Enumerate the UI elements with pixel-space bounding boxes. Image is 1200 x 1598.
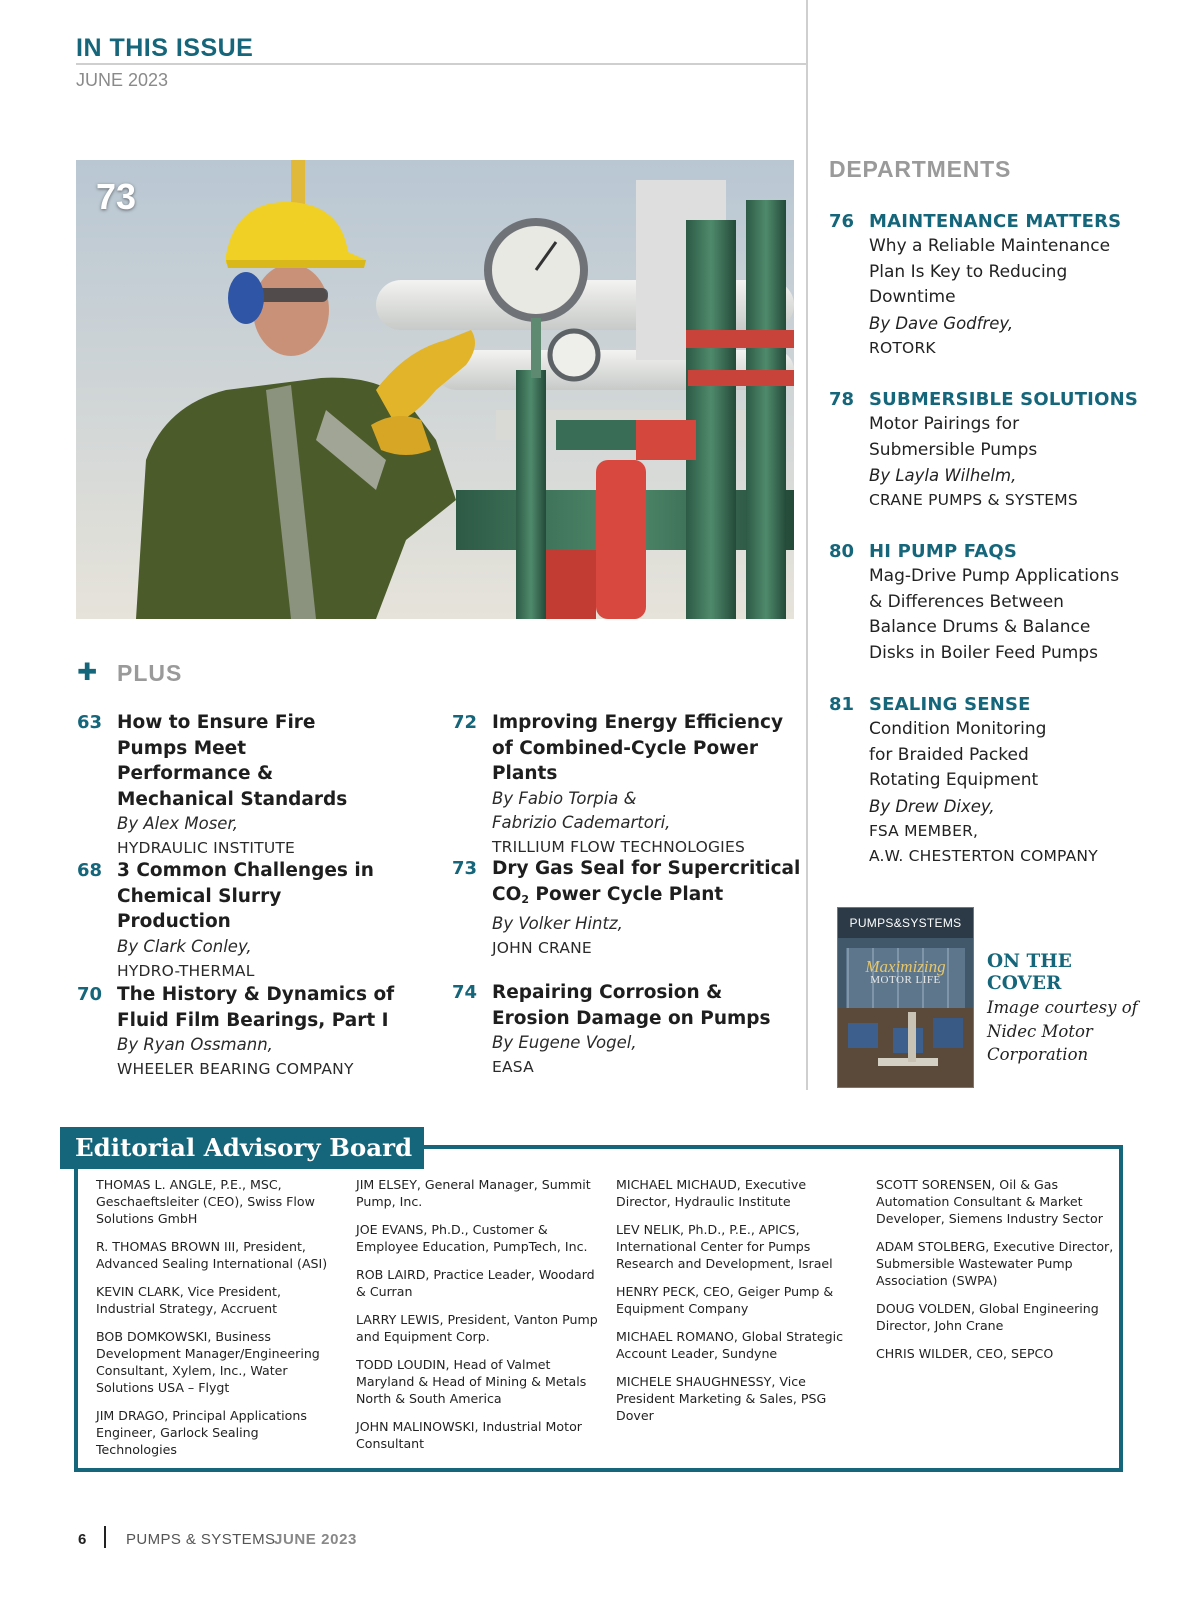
departments-heading: DEPARTMENTS — [829, 156, 1012, 182]
cover-label: ON THE COVER — [987, 951, 1072, 994]
cover-thumbnail[interactable] — [838, 908, 973, 1087]
article-byline: By Clark Conley, — [117, 936, 252, 956]
department-description: Condition Monitoring for Braided Packed Rotating Equipment — [869, 719, 1047, 790]
article-title[interactable] — [492, 856, 812, 912]
department-page-number: 76 — [829, 211, 855, 232]
department-organization: FSA MEMBER, — [869, 821, 979, 840]
department-page-number: 81 — [829, 694, 855, 715]
board-column — [616, 1176, 861, 1435]
department-label[interactable]: MAINTENANCE MATTERS — [869, 211, 1122, 232]
article-title[interactable]: Repairing Corrosion & Erosion Damage on Pumps — [492, 982, 771, 1029]
plus-heading: PLUS — [117, 660, 183, 686]
article-organization: EASA — [492, 1058, 534, 1076]
footer-page-number: 6 — [78, 1531, 87, 1548]
board-member: CHRIS WILDER, CEO, SEPCO — [876, 1346, 1054, 1361]
cover-subheadline: MOTOR LIFE — [870, 974, 941, 986]
article-organization: JOHN CRANE — [492, 939, 592, 957]
board-member: R. THOMAS BROWN III, President, Advanced Sealing International (ASI) — [96, 1239, 328, 1271]
department-label[interactable]: SUBMERSIBLE SOLUTIONS — [869, 389, 1138, 410]
board-member: SCOTT SORENSEN, Oil & Gas Automation Consultant & Market Developer, Siemens Industry Sector — [876, 1177, 1103, 1226]
department-description: Motor Pairings for Submersible Pumps — [869, 414, 1038, 460]
board-member: MICHAEL MICHAUD, Executive Director, Hydraulic Institute — [616, 1177, 807, 1209]
board-member: LEV NELIK, Ph.D., P.E., APICS, International Center for Pumps Research and Development, Israel — [616, 1222, 833, 1271]
footer-divider — [104, 1526, 106, 1548]
department-page-number: 78 — [829, 389, 855, 410]
article-organization: HYDRAULIC INSTITUTE — [117, 839, 296, 857]
article-byline: By Eugene Vogel, — [492, 1033, 637, 1052]
article-byline: By Volker Hintz, — [492, 914, 623, 933]
header-divider — [76, 63, 806, 65]
article-page-number: 70 — [77, 984, 103, 1005]
department-description: Why a Reliable Maintenance Plan Is Key to Reducing Downtime — [869, 236, 1111, 307]
board-member: THOMAS L. ANGLE, P.E., MSC, Geschaeftsleiter (CEO), Swiss Flow Solutions GmbH — [96, 1177, 315, 1226]
article-byline: By Alex Moser, — [117, 814, 238, 833]
board-member: JOHN MALINOWSKI, Industrial Motor Consultant — [356, 1419, 582, 1451]
article-byline: By Fabio Torpia & — [492, 788, 637, 808]
board-member: ADAM STOLBERG, Executive Director, Submersible Wastewater Pump Association (SWPA) — [876, 1239, 1114, 1288]
article-title[interactable]: How to Ensure Fire Pumps Meet Performance & Mechanical Standards — [117, 712, 348, 810]
article-organization: TRILLIUM FLOW TECHNOLOGIES — [492, 837, 745, 856]
hero-page-number: 73 — [96, 176, 137, 217]
department-byline: By Dave Godfrey, — [869, 313, 1014, 333]
article-byline: Fabrizio Cademartori, — [492, 812, 671, 832]
board-member: MICHAEL ROMANO, Global Strategic Account Leader, Sundyne — [616, 1329, 844, 1361]
board-member: HENRY PECK, CEO, Geiger Pump & Equipment Company — [616, 1284, 834, 1316]
department-description: Mag-Drive Pump Applications & Differences Between Balance Drums & Balance Disks in Boiler Feed Pumps — [869, 566, 1120, 663]
article-byline: By Ryan Ossmann, — [117, 1035, 273, 1054]
article-page-number: 63 — [77, 712, 103, 733]
article-page-number: 74 — [452, 982, 478, 1003]
article-page-number: 73 — [452, 858, 478, 879]
board-member: BOB DOMKOWSKI, Business Development Manager/Engineering Consultant, Xylem, Inc., Water Solutions USA – Flygt — [96, 1329, 320, 1395]
board-member: MICHELE SHAUGHNESSY, Vice President Marketing & Sales, PSG Dover — [616, 1374, 827, 1423]
board-member: JIM DRAGO, Principal Applications Engineer, Garlock Sealing Technologies — [96, 1408, 307, 1457]
cover-illustration — [838, 908, 973, 1087]
editorial-board-title: Editorial Advisory Board — [60, 1127, 424, 1169]
department-organization: ROTORK — [869, 338, 936, 357]
cover-brand: PUMPS&SYSTEMS — [849, 916, 962, 930]
board-column — [356, 1176, 601, 1463]
article-organization: HYDRO-THERMAL — [117, 961, 255, 980]
article-title[interactable]: 3 Common Challenges in Chemical Slurry Production — [117, 860, 374, 932]
board-column — [876, 1176, 1121, 1373]
board-member: JIM ELSEY, General Manager, Summit Pump, Inc. — [356, 1177, 591, 1209]
board-member: LARRY LEWIS, President, Vanton Pump and Equipment Corp. — [356, 1312, 598, 1344]
article-title[interactable]: The History & Dynamics of Fluid Film Bearings, Part I — [117, 984, 395, 1031]
board-member: ROB LAIRD, Practice Leader, Woodard & Curran — [356, 1267, 595, 1299]
article-page-number: 68 — [77, 860, 103, 881]
cover-headline: Maximizing — [865, 957, 946, 976]
article-title-line: $CO_2$ Power Cycle Plant — [492, 883, 724, 906]
article-page-number: 72 — [452, 712, 478, 733]
article-title-line: Dry Gas Seal for Supercritical — [492, 858, 801, 879]
department-organization: CRANE PUMPS & SYSTEMS — [869, 491, 1078, 509]
board-member: DOUG VOLDEN, Global Engineering Director, John Crane — [876, 1301, 1099, 1333]
section-title: IN THIS ISSUE — [76, 34, 254, 62]
board-member: JOE EVANS, Ph.D., Customer & Employee Education, PumpTech, Inc. — [356, 1222, 588, 1254]
board-member: TODD LOUDIN, Head of Valmet Maryland & Head of Mining & Metals North & South America — [356, 1357, 587, 1406]
feature-photo[interactable] — [76, 160, 794, 619]
department-byline: By Layla Wilhelm, — [869, 466, 1017, 485]
footer-date: JUNE 2023 — [274, 1531, 357, 1548]
board-member: KEVIN CLARK, Vice President, Industrial Strategy, Accruent — [96, 1284, 281, 1316]
article-organization: WHEELER BEARING COMPANY — [117, 1060, 354, 1078]
department-label[interactable]: SEALING SENSE — [869, 694, 1031, 715]
worker-at-gauge-illustration — [76, 160, 794, 619]
footer-publication: PUMPS & SYSTEMS — [126, 1531, 276, 1548]
department-byline: By Drew Dixey, — [869, 796, 995, 816]
plus-icon: ✚ — [77, 658, 98, 686]
department-page-number: 80 — [829, 541, 855, 562]
department-organization: A.W. CHESTERTON COMPANY — [869, 847, 1098, 865]
board-column — [96, 1176, 341, 1469]
article-title[interactable]: Improving Energy Efficiency of Combined-Cycle Power Plants — [492, 712, 784, 784]
cover-caption: Image courtesy of Nidec Motor Corporation — [987, 998, 1138, 1064]
issue-date: JUNE 2023 — [76, 70, 169, 90]
department-label[interactable]: HI PUMP FAQS — [869, 541, 1018, 562]
